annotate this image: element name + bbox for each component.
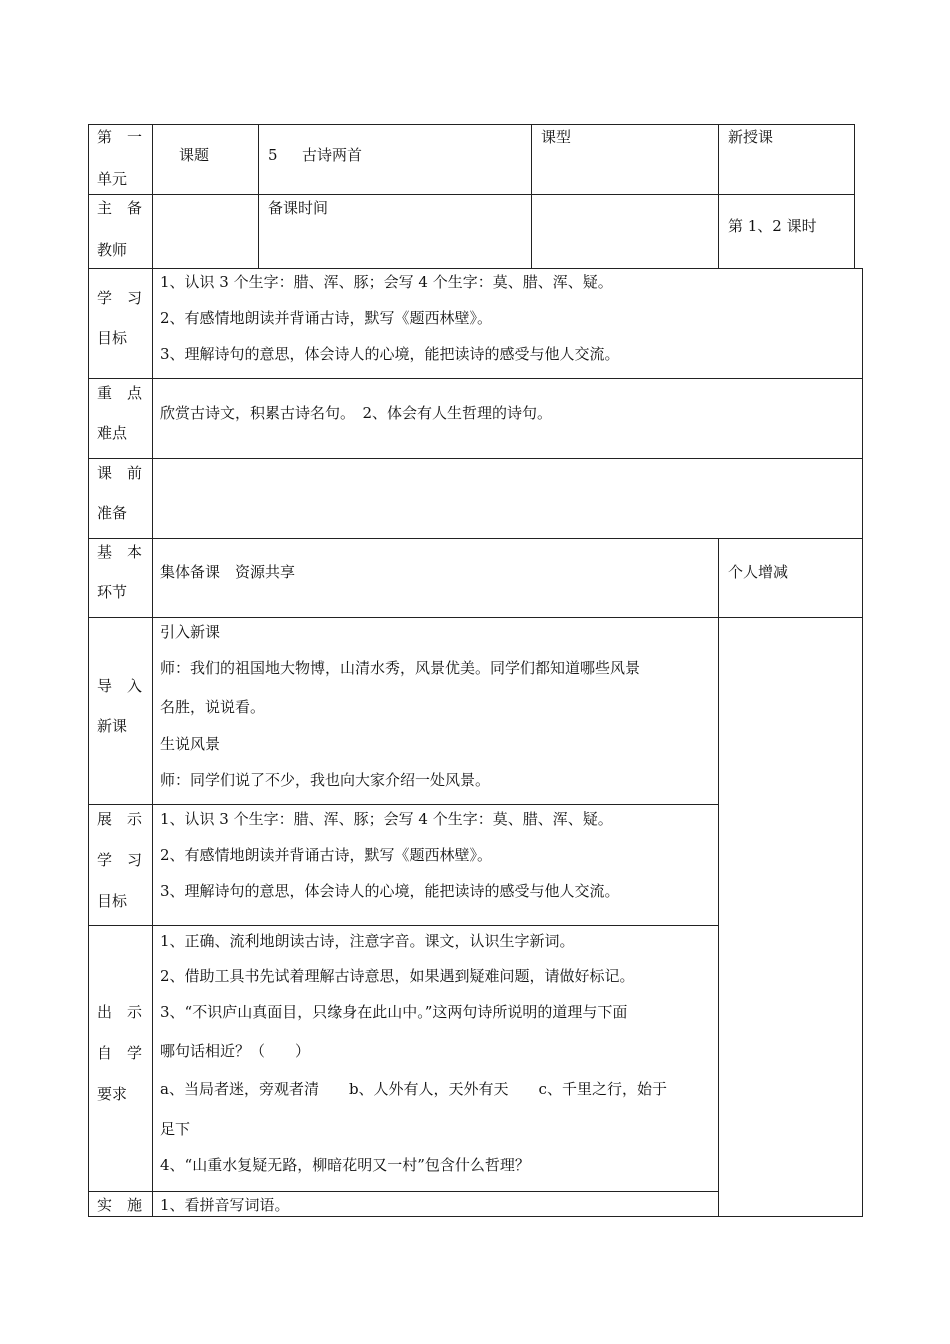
lesson-type-label: 课型: [541, 128, 572, 146]
goal-item: 1、认识 3 个生字：腊、浑、豚；会写 4 个生字：莫、腊、浑、疑。: [160, 273, 613, 291]
intro-line: 名胜，说说看。: [160, 698, 266, 716]
shared-prep-heading: 集体备课 资源共享: [160, 563, 296, 581]
teacher-label-line2: 教师: [97, 241, 128, 259]
implement-line: 1、看拼音写词语。: [160, 1196, 290, 1214]
intro-label-line1: 导 入: [97, 677, 143, 695]
period-count: 第 1、2 课时: [728, 217, 817, 235]
lesson-title: 古诗两首: [302, 146, 363, 164]
intro-line: 生说风景: [160, 735, 221, 753]
show-goal-item: 3、理解诗句的意思，体会诗人的心境，能把读诗的感受与他人交流。: [160, 882, 620, 900]
show-label-line1: 展 示: [97, 810, 143, 828]
selfstudy-line: 2、借助工具书先试着理解古诗意思，如果遇到疑难问题，请做好标记。: [160, 967, 635, 985]
show-goal-item: 1、认识 3 个生字：腊、浑、豚；会写 4 个生字：莫、腊、浑、疑。: [160, 810, 613, 828]
show-goal-item: 2、有感情地朗读并背诵古诗，默写《题西林壁》。: [160, 846, 493, 864]
selfstudy-line: 足下: [160, 1120, 191, 1138]
lesson-type-value: 新授课: [728, 128, 774, 146]
teacher-label-line1: 主 备: [97, 199, 143, 217]
show-label-line2: 学 习: [97, 851, 143, 869]
unit-label-2: [97, 170, 127, 188]
intro-line: 师：同学们说了不少，我也向大家介绍一处风景。: [160, 771, 491, 789]
selfstudy-label-line3: 要求: [97, 1085, 128, 1103]
basic-label-line1: 基 本: [97, 543, 143, 561]
goal-item: 2、有感情地朗读并背诵古诗，默写《题西林壁》。: [160, 309, 493, 327]
unit-label: [97, 128, 142, 146]
personal-adjust-heading: 个人增减: [728, 563, 789, 581]
goals-label-line2: 目标: [97, 329, 128, 347]
goal-item: 3、理解诗句的意思，体会诗人的心境，能把读诗的感受与他人交流。: [160, 345, 620, 363]
keypoints-label-line1: 重 点: [97, 384, 143, 402]
selfstudy-label-line1: 出 示: [97, 1003, 143, 1021]
selfstudy-line: 3、“不识庐山真面目，只缘身在此山中。”这两句诗所说明的道理与下面: [160, 1003, 628, 1021]
show-label-line3: 目标: [97, 892, 128, 910]
intro-label-line2: 新课: [97, 717, 128, 735]
intro-line: 引入新课: [160, 623, 221, 641]
selfstudy-line: 1、正确、流利地朗读古诗，注意字音。课文，认识生字新词。: [160, 932, 575, 950]
prep-label-line2: 准备: [97, 504, 128, 522]
lesson-number: 5: [268, 146, 278, 164]
selfstudy-line: 哪句话相近？（ ）: [160, 1042, 311, 1060]
selfstudy-line: a、当局者迷，旁观者清 b、人外有人，天外有天 c、千里之行，始于: [160, 1080, 667, 1098]
basic-label-line2: 环节: [97, 583, 128, 601]
unit-label-line1: 第 一: [97, 128, 143, 146]
keypoints-text: 欣赏古诗文，积累古诗名句。 2、体会有人生哲理的诗句。: [160, 404, 553, 422]
selfstudy-label-line2: 自 学: [97, 1044, 143, 1062]
selfstudy-line: 4、“山重水复疑无路，柳暗花明又一村”包含什么哲理？: [160, 1156, 530, 1174]
prep-label-line1: 课 前: [97, 464, 143, 482]
topic-label: 课题: [179, 146, 210, 164]
implement-label: 实 施: [97, 1196, 143, 1214]
keypoints-label-line2: 难点: [97, 424, 128, 442]
prep-time-label: 备课时间: [268, 199, 329, 217]
unit-label-line2: 单元: [97, 170, 128, 188]
goals-label-line1: 学 习: [97, 289, 143, 307]
intro-line: 师：我们的祖国地大物博，山清水秀，风景优美。同学们都知道哪些风景: [160, 659, 641, 677]
